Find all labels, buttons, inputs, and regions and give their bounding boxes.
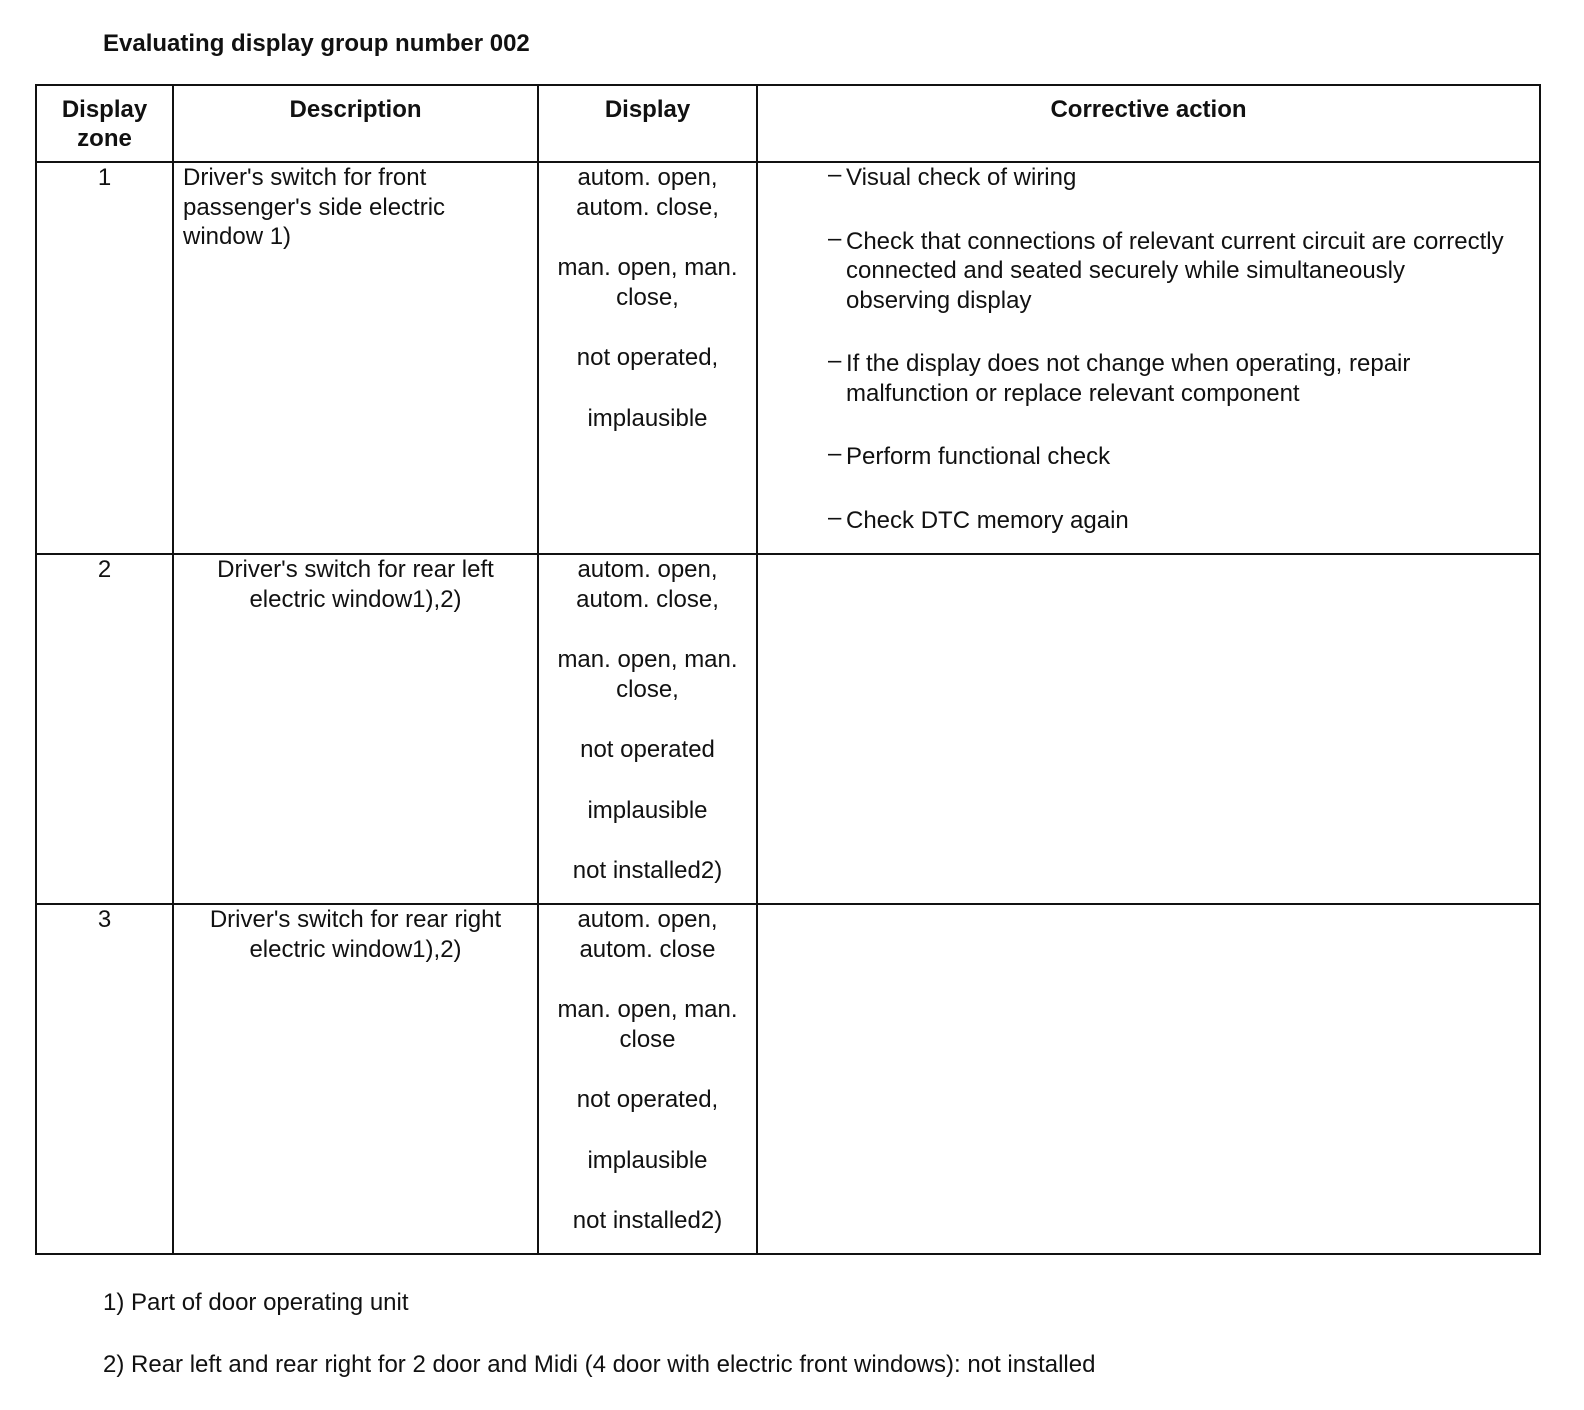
dash-icon: – bbox=[828, 503, 842, 531]
description-cell: Driver's switch for front passenger's side electric window 1) bbox=[173, 162, 538, 554]
display-cell bbox=[538, 162, 757, 554]
action-item: – If the display does not change when operating, repair malfunction or replace relevant component bbox=[828, 347, 1411, 407]
display-zone-cell: 1 bbox=[36, 162, 173, 554]
display-group-table bbox=[35, 84, 1541, 1255]
display-value: not operated, bbox=[576, 1086, 719, 1113]
display-cell bbox=[538, 904, 757, 1254]
action-item: – Perform functional check bbox=[828, 440, 1111, 470]
display-value: not operated bbox=[580, 736, 715, 763]
action-item: – Check DTC memory again bbox=[828, 503, 1129, 534]
display-zone-cell: 3 bbox=[36, 904, 173, 1254]
action-item: – Visual check of wiring bbox=[828, 161, 1077, 191]
footnote-2: 2) Rear left and rear right for 2 door and Midi (4 door with electric front windows): not installed bbox=[103, 1351, 1096, 1378]
display-value: autom. open, autom. close, bbox=[576, 556, 719, 613]
corrective-action-cell bbox=[757, 554, 1540, 904]
corrective-action-cell bbox=[757, 162, 1540, 554]
header-display-zone: Display zone bbox=[36, 85, 173, 162]
description-cell: Driver's switch for rear left electric window1),2) bbox=[173, 554, 538, 904]
table-header-row bbox=[36, 85, 1540, 162]
dash-icon: – bbox=[828, 440, 842, 467]
display-value: not operated, bbox=[576, 344, 719, 371]
table-row bbox=[36, 554, 1540, 904]
corrective-action-cell bbox=[757, 904, 1540, 1254]
display-value: not installed2) bbox=[572, 857, 723, 884]
display-value: man. open, man. close, bbox=[557, 646, 738, 703]
display-value: man. open, man. close, bbox=[557, 254, 738, 311]
header-description: Description bbox=[173, 85, 538, 162]
footnote-1: 1) Part of door operating unit bbox=[103, 1289, 409, 1316]
description-cell: Driver's switch for rear right electric window1),2) bbox=[173, 904, 538, 1254]
display-value: implausible bbox=[587, 796, 708, 824]
dash-icon: – bbox=[828, 161, 842, 188]
display-value: autom. open, autom. close, bbox=[576, 164, 719, 221]
header-display: Display bbox=[538, 85, 757, 162]
display-cell bbox=[538, 554, 757, 904]
display-value: implausible bbox=[587, 404, 708, 432]
action-item: – Check that connections of relevant current circuit are correctly connected and seated securely while simultaneously observing display bbox=[828, 224, 1504, 314]
dash-icon: – bbox=[828, 224, 842, 252]
page-title: Evaluating display group number 002 bbox=[103, 30, 530, 57]
display-value: not installed2) bbox=[572, 1207, 723, 1234]
display-zone-cell: 2 bbox=[36, 554, 173, 904]
display-value: man. open, man. close bbox=[557, 996, 738, 1053]
display-value: autom. open, autom. close bbox=[577, 906, 718, 963]
header-corrective-action: Corrective action bbox=[757, 85, 1540, 162]
table-row bbox=[36, 904, 1540, 1254]
display-value: implausible bbox=[587, 1146, 708, 1174]
dash-icon: – bbox=[828, 347, 842, 374]
action-list bbox=[758, 163, 1539, 535]
table-row bbox=[36, 162, 1540, 554]
